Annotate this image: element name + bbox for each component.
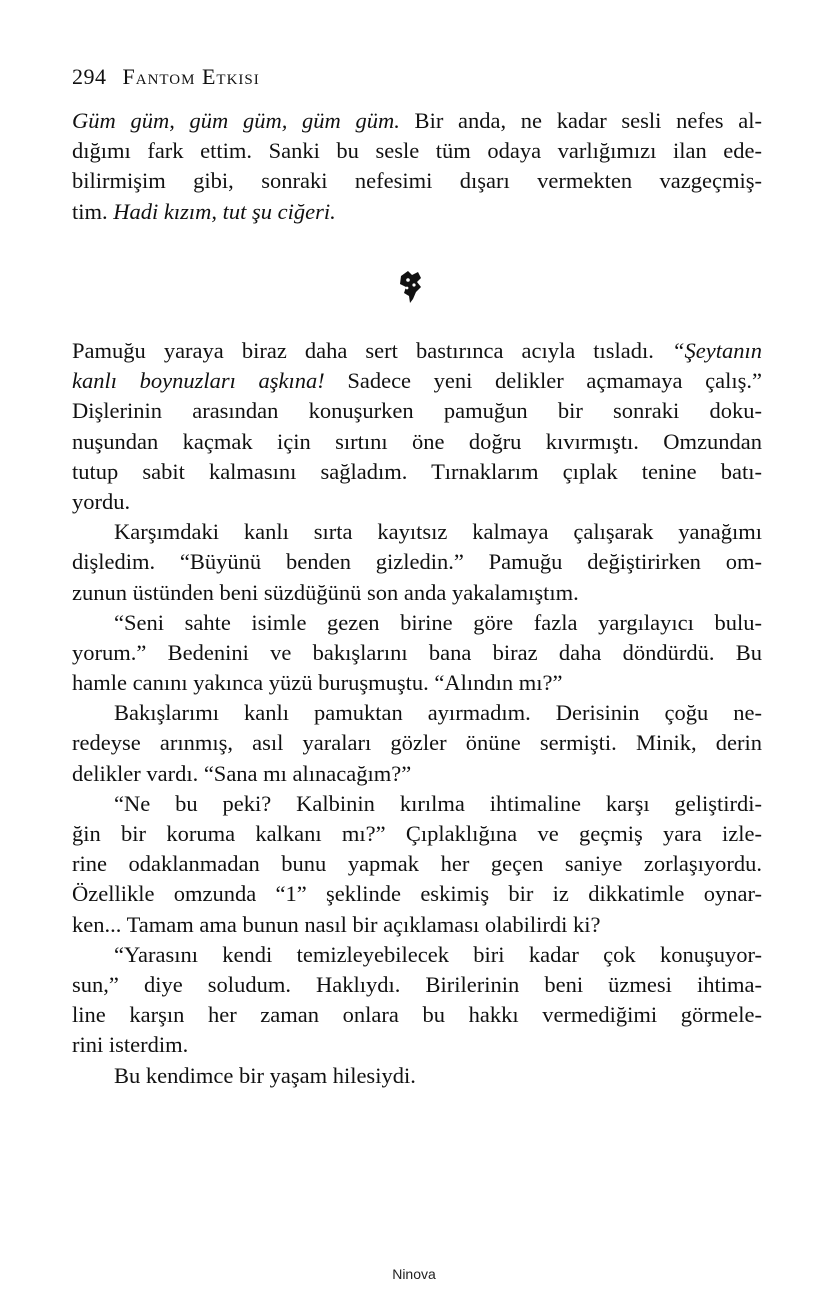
text-line: “Seni sahte isimle gezen birine göre fazla yargılayıcı bulu- (114, 609, 762, 635)
scene-break-ornament-icon (398, 268, 424, 308)
paragraph-heartbeat (72, 106, 762, 227)
text-line: Bakışlarımı kanlı pamuktan ayırmadım. Derisinin çoğu ne- (114, 700, 762, 726)
text-line: bilirmişim gibi, sonraki nefesimi dışarı vermekten vazgeçmiş- (72, 168, 762, 194)
text-line: “Yarasını kendi temizleyebilecek biri kadar çok konuşuyor- (114, 941, 762, 967)
text-line: zunun üstünden beni süzdüğünü son anda yakalamıştım. (72, 579, 579, 605)
text-line: yorum.” Bedenini ve bakışlarını bana biraz daha döndürdü. Bu (72, 639, 762, 665)
running-header (72, 64, 260, 90)
text-line: sun,” diye soludum. Haklıydı. Birilerinin beni üzmesi ihtima- (72, 971, 762, 997)
text-line: Karşımdaki kanlı sırta kayıtsız kalmaya çalışarak yanağımı (114, 519, 762, 545)
text-line: delikler vardı. “Sana mı alınacağım?” (72, 760, 412, 786)
text-line: dişledim. “Büyünü benden gizledin.” Pamuğu değiştirirken om- (72, 549, 762, 575)
text-line: Özellikle omzunda “1” şeklinde eskimiş bir iz dikkatimle oynar- (72, 881, 762, 907)
text-line: rine odaklanmadan bunu yapmak her geçen saniye zorlaşıyordu. (72, 851, 762, 877)
text-line: line karşın her zaman onlara bu hakkı vermediğimi görmele- (72, 1002, 762, 1028)
text-line: Dişlerinin arasından konuşurken pamuğun bir sonraki doku- (72, 398, 762, 424)
text-line: tim. Hadi kızım, tut şu ciğeri. (72, 198, 336, 224)
publisher-watermark: Ninova (392, 1266, 436, 1282)
page-number: 294 (72, 64, 107, 89)
text-line: tutup sabit kalmasını sağladım. Tırnaklarım çıplak tenine batı- (72, 458, 762, 484)
text-line: Bu kendimce bir yaşam hilesiydi. (114, 1062, 416, 1088)
text-line: yordu. (72, 488, 131, 514)
text-line: Güm güm, güm güm, güm güm. Bir anda, ne kadar sesli nefes al- (72, 108, 762, 133)
text-line: kanlı boynuzları aşkına! Sadece yeni delikler açmamaya çalış.” (72, 368, 762, 394)
text-line: hamle canını yakınca yüzü buruşmuştu. “Alındın mı?” (72, 670, 563, 696)
text-line: ğin bir koruma kalkanı mı?” Çıplaklığına ve geçmiş yara izle- (72, 821, 762, 846)
text-line: dığımı fark ettim. Sanki bu sesle tüm odaya varlığımızı ilan ede- (72, 138, 762, 164)
text-line: redeyse arınmış, asıl yaraları gözler önüne sermişti. Minik, derin (72, 730, 762, 756)
text-line: Pamuğu yaraya biraz daha sert bastırınca acıyla tısladı. “Şeytanın (72, 338, 762, 363)
text-line: nuşundan kaçmak için sırtını öne doğru kıvırmıştı. Omzundan (72, 428, 762, 454)
text-line: “Ne bu peki? Kalbinin kırılma ihtimaline karşı geliştirdi- (114, 790, 762, 816)
text-line: rini isterdim. (72, 1032, 189, 1058)
text-line: ken... Tamam ama bunun nasıl bir açıklaması olabilirdi ki? (72, 911, 601, 937)
book-title: Fantom Etkisi (122, 64, 260, 89)
body-text (72, 336, 762, 1091)
